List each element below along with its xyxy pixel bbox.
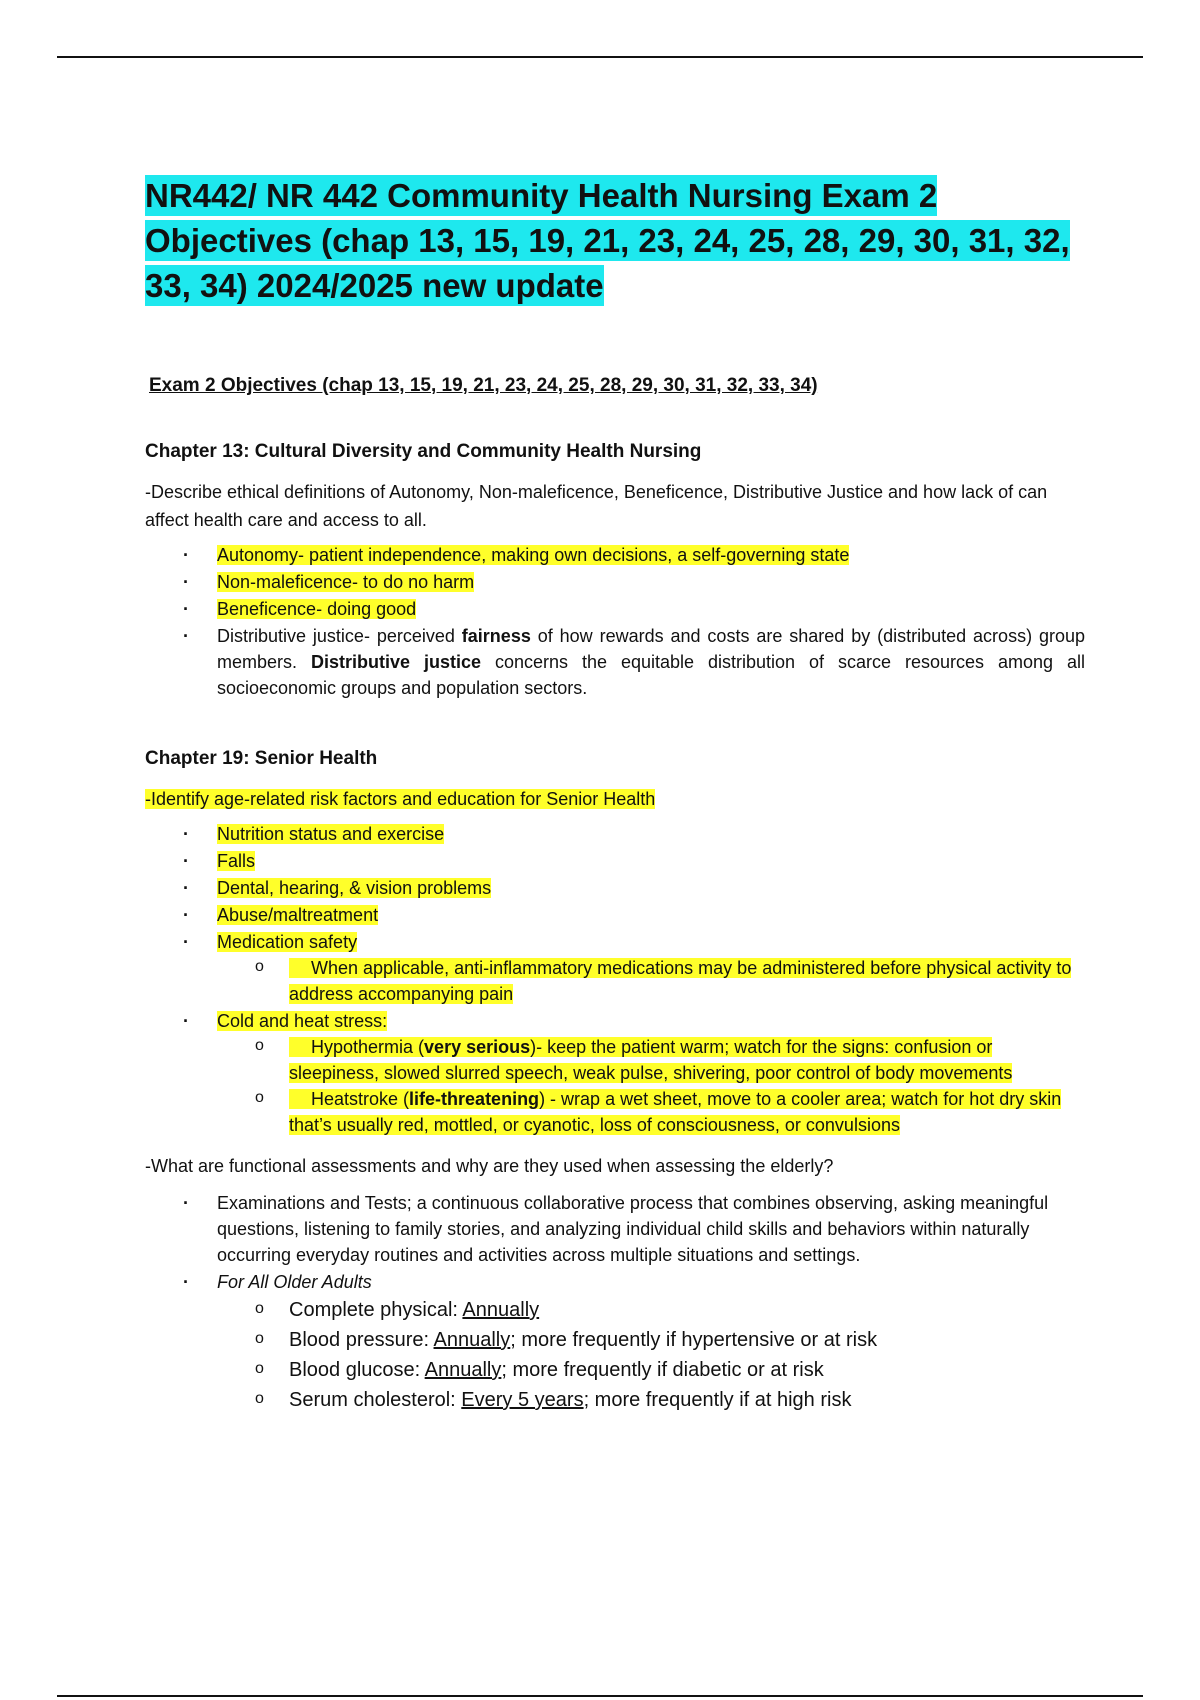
document-body — [145, 173, 1085, 1416]
functional-assessment-list — [145, 1190, 1085, 1415]
document-title — [145, 173, 1085, 308]
chapter-13-intro: -Describe ethical definitions of Autonomy, Non-maleficence, Beneficence, Distributive Justice and how lack of can affect health care and access to all. — [145, 482, 1048, 530]
screening-item: o Complete physical: Annually — [217, 1295, 1085, 1325]
functional-assessment-question: -What are functional assessments and why are they used when assessing the elderly? — [145, 1156, 834, 1176]
list-item: · Medication safety o When applicable, anti-inflammatory medications may be administered before physical activity to address accompanying pain — [145, 929, 1085, 1007]
screening-item: o Serum cholesterol: Every 5 years; more frequently if at high risk — [217, 1385, 1085, 1415]
sublist-item-heatstroke: o Heatstroke (life-threatening) - wrap a wet sheet, move to a cooler area; watch for hot dry skin that’s usually red, mottled, or cyanotic, loss of consciousness, or convulsions — [217, 1086, 1085, 1138]
chapter-19-heading: Chapter 19: Senior Health — [145, 748, 378, 769]
list-item: · Nutrition status and exercise — [145, 821, 1085, 847]
sublist-item-hypothermia: o Hypothermia (very serious)- keep the patient warm; watch for the signs: confusion or sleepiness, slowed slurred speech, weak pulse, shivering, poor control of body movements — [217, 1034, 1085, 1086]
chapter-13-heading: Chapter 13: Cultural Diversity and Community Health Nursing — [145, 441, 702, 462]
list-item: · Falls — [145, 848, 1085, 874]
title-text: NR442/ NR 442 Community Health Nursing Exam 2 Objectives (chap 13, 15, 19, 21, 23, 24, 25, 28, 29, 30, 31, 32, 33, 34) 2024/2025 new update — [145, 177, 1070, 304]
list-item: · Examinations and Tests; a continuous collaborative process that combines observing, asking meaningful questions, listening to family stories, and analyzing individual child skills and behaviors within naturally occurring everyday routines and activities across multiple situations and settings. — [145, 1190, 1085, 1268]
medication-sublist — [217, 955, 1085, 1007]
screening-item: o Blood pressure: Annually; more frequently if hypertensive or at risk — [217, 1325, 1085, 1355]
list-item: · Dental, hearing, & vision problems — [145, 875, 1085, 901]
list-item: · Autonomy- patient independence, making own decisions, a self-governing state — [145, 542, 1085, 568]
exam-objectives-heading: Exam 2 Objectives (chap 13, 15, 19, 21, 23, 24, 25, 28, 29, 30, 31, 32, 33, 34) — [149, 375, 818, 396]
risk-factors-list — [145, 821, 1085, 1138]
top-rule — [57, 56, 1143, 58]
sublist-item: o When applicable, anti-inflammatory medications may be administered before physical activity to address accompanying pain — [217, 955, 1085, 1007]
bottom-rule — [57, 1695, 1143, 1697]
cold-heat-sublist — [217, 1034, 1085, 1138]
list-item: · Beneficence- doing good — [145, 596, 1085, 622]
list-item-distributive-justice: · Distributive justice- perceived fairness of how rewards and costs are shared by (distributed across) group members. Distributive justice concerns the equitable distribution of scarce resources among all socioeconomic groups and population sectors. — [145, 623, 1085, 701]
chapter-19-objective: -Identify age-related risk factors and education for Senior Health — [145, 789, 656, 809]
screening-sublist — [217, 1295, 1085, 1415]
list-item-older-adults: · For All Older Adults o Complete physical: Annually o Blood pressure: Annually; more frequently if hypertensive or at risk o Blood glucose: Annually; more frequently if diabetic or at risk o Serum cholesterol: Every 5 years; more frequently if at high risk — [145, 1269, 1085, 1415]
list-item: · Abuse/maltreatment — [145, 902, 1085, 928]
screening-item: o Blood glucose: Annually; more frequently if diabetic or at risk — [217, 1355, 1085, 1385]
list-item: · Cold and heat stress: o Hypothermia (very serious)- keep the patient warm; watch for the signs: confusion or sleepiness, slowed slurred speech, weak pulse, shivering, poor control of body movements o Heatstroke (life-threatening) - wrap a wet sheet, move to a cooler area; watch for hot dry skin that’s usually red, mottled, or cyanotic, loss of consciousness, or convulsions — [145, 1008, 1085, 1138]
list-item: · Non-maleficence- to do no harm — [145, 569, 1085, 595]
ethics-list — [145, 542, 1085, 701]
